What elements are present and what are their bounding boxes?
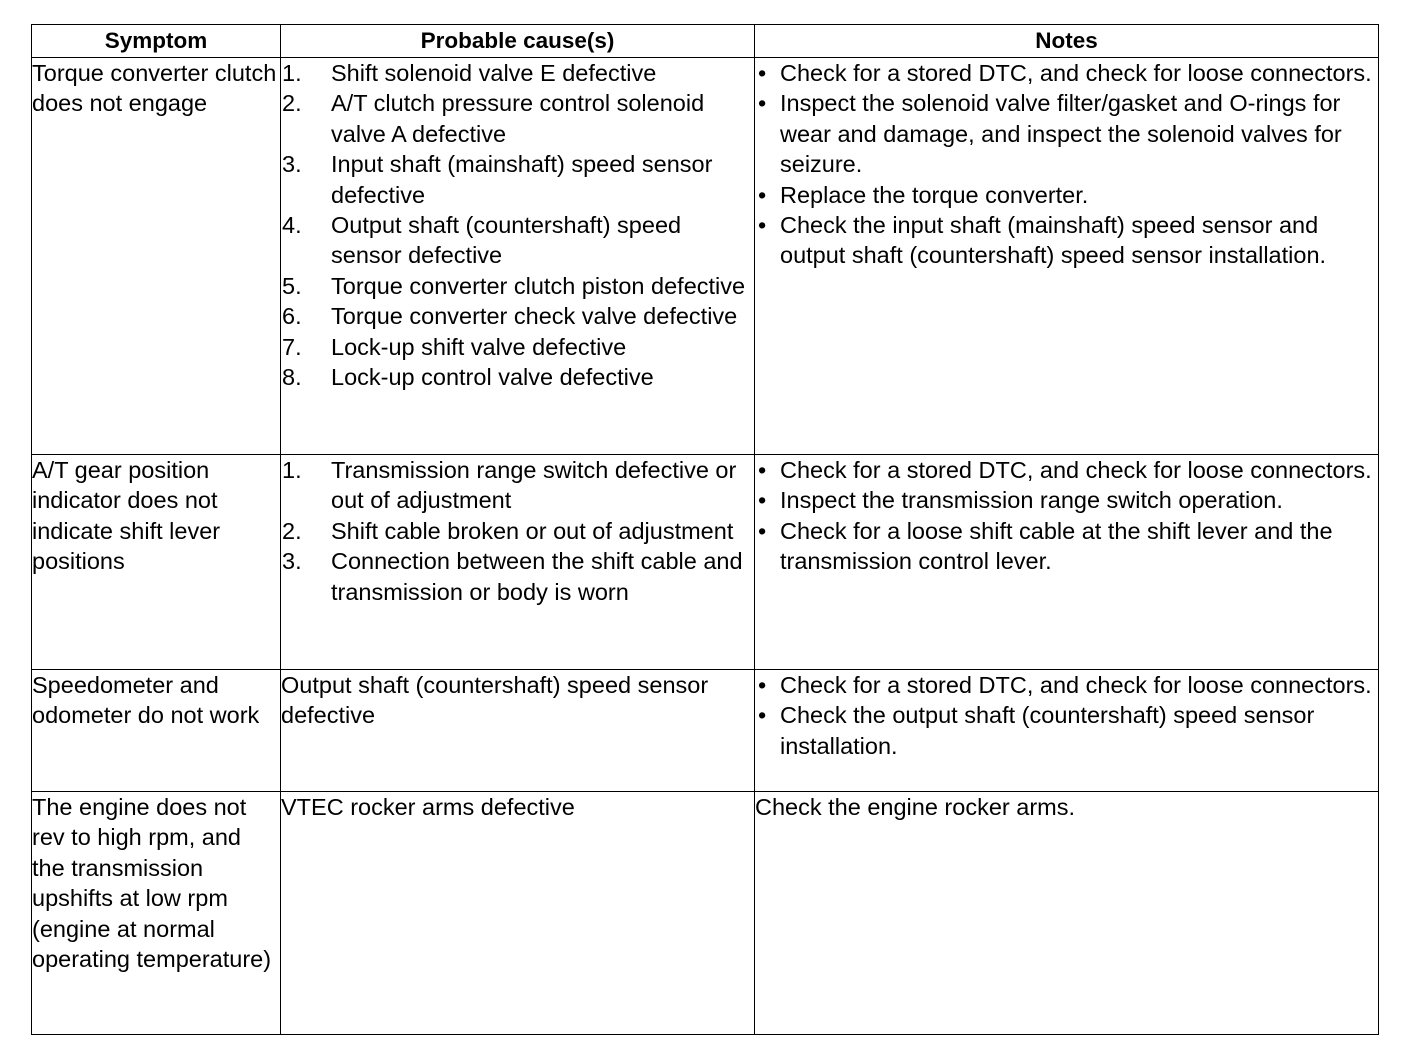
cause-item	[281, 149, 754, 210]
cause-item	[281, 332, 754, 362]
cause-text: Lock-up control valve defective	[331, 364, 654, 391]
cause-item	[281, 88, 754, 149]
cause-number: 2.	[282, 517, 302, 544]
cause-number: 4.	[282, 212, 302, 239]
symptom-cell: Speedometer and odometer do not work	[32, 670, 281, 792]
troubleshooting-table	[31, 24, 1379, 1035]
cause-item	[281, 362, 754, 392]
notes-cell: Check the engine rocker arms.	[755, 792, 1379, 1035]
notes-list	[755, 455, 1378, 577]
cause-number: 2.	[282, 90, 302, 117]
note-item	[755, 210, 1378, 271]
table-row	[32, 58, 1379, 455]
cause-list	[281, 455, 754, 607]
cause-item	[281, 455, 754, 516]
cause-item	[281, 546, 754, 607]
cause-number: 3.	[282, 151, 302, 178]
note-item	[755, 700, 1378, 761]
notes-header: Notes	[755, 25, 1379, 58]
cause-number: 3.	[282, 548, 302, 575]
cause-cell	[281, 455, 755, 670]
cause-text: Shift cable broken or out of adjustment	[331, 517, 734, 544]
note-item	[755, 180, 1378, 210]
note-item	[755, 58, 1378, 88]
cause-list	[281, 58, 754, 392]
header-row	[32, 25, 1379, 58]
notes-cell	[755, 455, 1379, 670]
bullet-icon: •	[758, 90, 767, 117]
cause-text: Torque converter check valve defective	[331, 303, 738, 330]
note-text: Check the input shaft (mainshaft) speed sensor and output shaft (countershaft) speed sensor installation.	[780, 212, 1327, 269]
note-item	[755, 670, 1378, 700]
symptom-cell: Torque converter clutch does not engage	[32, 58, 281, 455]
bullet-icon: •	[758, 181, 767, 208]
bullet-icon: •	[758, 702, 767, 729]
note-item	[755, 88, 1378, 179]
cause-text: Shift solenoid valve E defective	[331, 60, 657, 86]
cause-item	[281, 58, 754, 88]
cause-header: Probable cause(s)	[281, 25, 755, 58]
bullet-icon: •	[758, 672, 767, 698]
bullet-icon: •	[758, 487, 767, 514]
cause-cell	[281, 58, 755, 455]
cause-text: Input shaft (mainshaft) speed sensor defective	[331, 151, 713, 208]
cause-cell: VTEC rocker arms defective	[281, 792, 755, 1035]
cause-number: 7.	[282, 333, 302, 360]
note-text: Check for a stored DTC, and check for loose connectors.	[780, 672, 1372, 698]
table-row	[32, 455, 1379, 670]
note-item	[755, 455, 1378, 485]
note-text: Inspect the solenoid valve filter/gasket and O-rings for wear and damage, and inspect the solenoid valves for seizure.	[780, 90, 1342, 178]
cause-number: 1.	[282, 60, 302, 86]
cause-item	[281, 301, 754, 331]
notes-list	[755, 58, 1378, 271]
cause-item	[281, 271, 754, 301]
cause-number: 1.	[282, 457, 302, 483]
symptom-header: Symptom	[32, 25, 281, 58]
note-item	[755, 516, 1378, 577]
note-text: Inspect the transmission range switch operation.	[780, 487, 1283, 514]
note-text: Check for a stored DTC, and check for loose connectors.	[780, 60, 1372, 86]
cause-number: 6.	[282, 303, 302, 330]
note-text: Replace the torque converter.	[780, 181, 1089, 208]
cause-number: 5.	[282, 272, 302, 299]
cause-number: 8.	[282, 364, 302, 391]
bullet-icon: •	[758, 457, 767, 483]
cause-text: Output shaft (countershaft) speed sensor defective	[331, 212, 682, 269]
note-text: Check for a stored DTC, and check for loose connectors.	[780, 457, 1372, 483]
bullet-icon: •	[758, 60, 767, 86]
table-row	[32, 670, 1379, 792]
cause-cell: Output shaft (countershaft) speed sensor defective	[281, 670, 755, 792]
notes-cell	[755, 670, 1379, 792]
symptom-cell: The engine does not rev to high rpm, and the transmission upshifts at low rpm (engine at normal operating temperature)	[32, 792, 281, 1035]
cause-text: A/T clutch pressure control solenoid valve A defective	[331, 90, 705, 147]
bullet-icon: •	[758, 517, 767, 544]
cause-item	[281, 210, 754, 271]
notes-list	[755, 670, 1378, 761]
note-item	[755, 485, 1378, 515]
cause-text: Connection between the shift cable and transmission or body is worn	[331, 548, 743, 605]
bullet-icon: •	[758, 212, 767, 239]
note-text: Check for a loose shift cable at the shift lever and the transmission control lever.	[780, 517, 1333, 575]
cause-text: Transmission range switch defective or out of adjustment	[331, 457, 737, 514]
note-text: Check the output shaft (countershaft) speed sensor installation.	[780, 702, 1315, 759]
symptom-cell: A/T gear position indicator does not indicate shift lever positions	[32, 455, 281, 670]
cause-text: Lock-up shift valve defective	[331, 333, 627, 360]
notes-cell	[755, 58, 1379, 455]
cause-item	[281, 516, 754, 546]
cause-text: Torque converter clutch piston defective	[331, 272, 746, 299]
table-row	[32, 792, 1379, 1035]
